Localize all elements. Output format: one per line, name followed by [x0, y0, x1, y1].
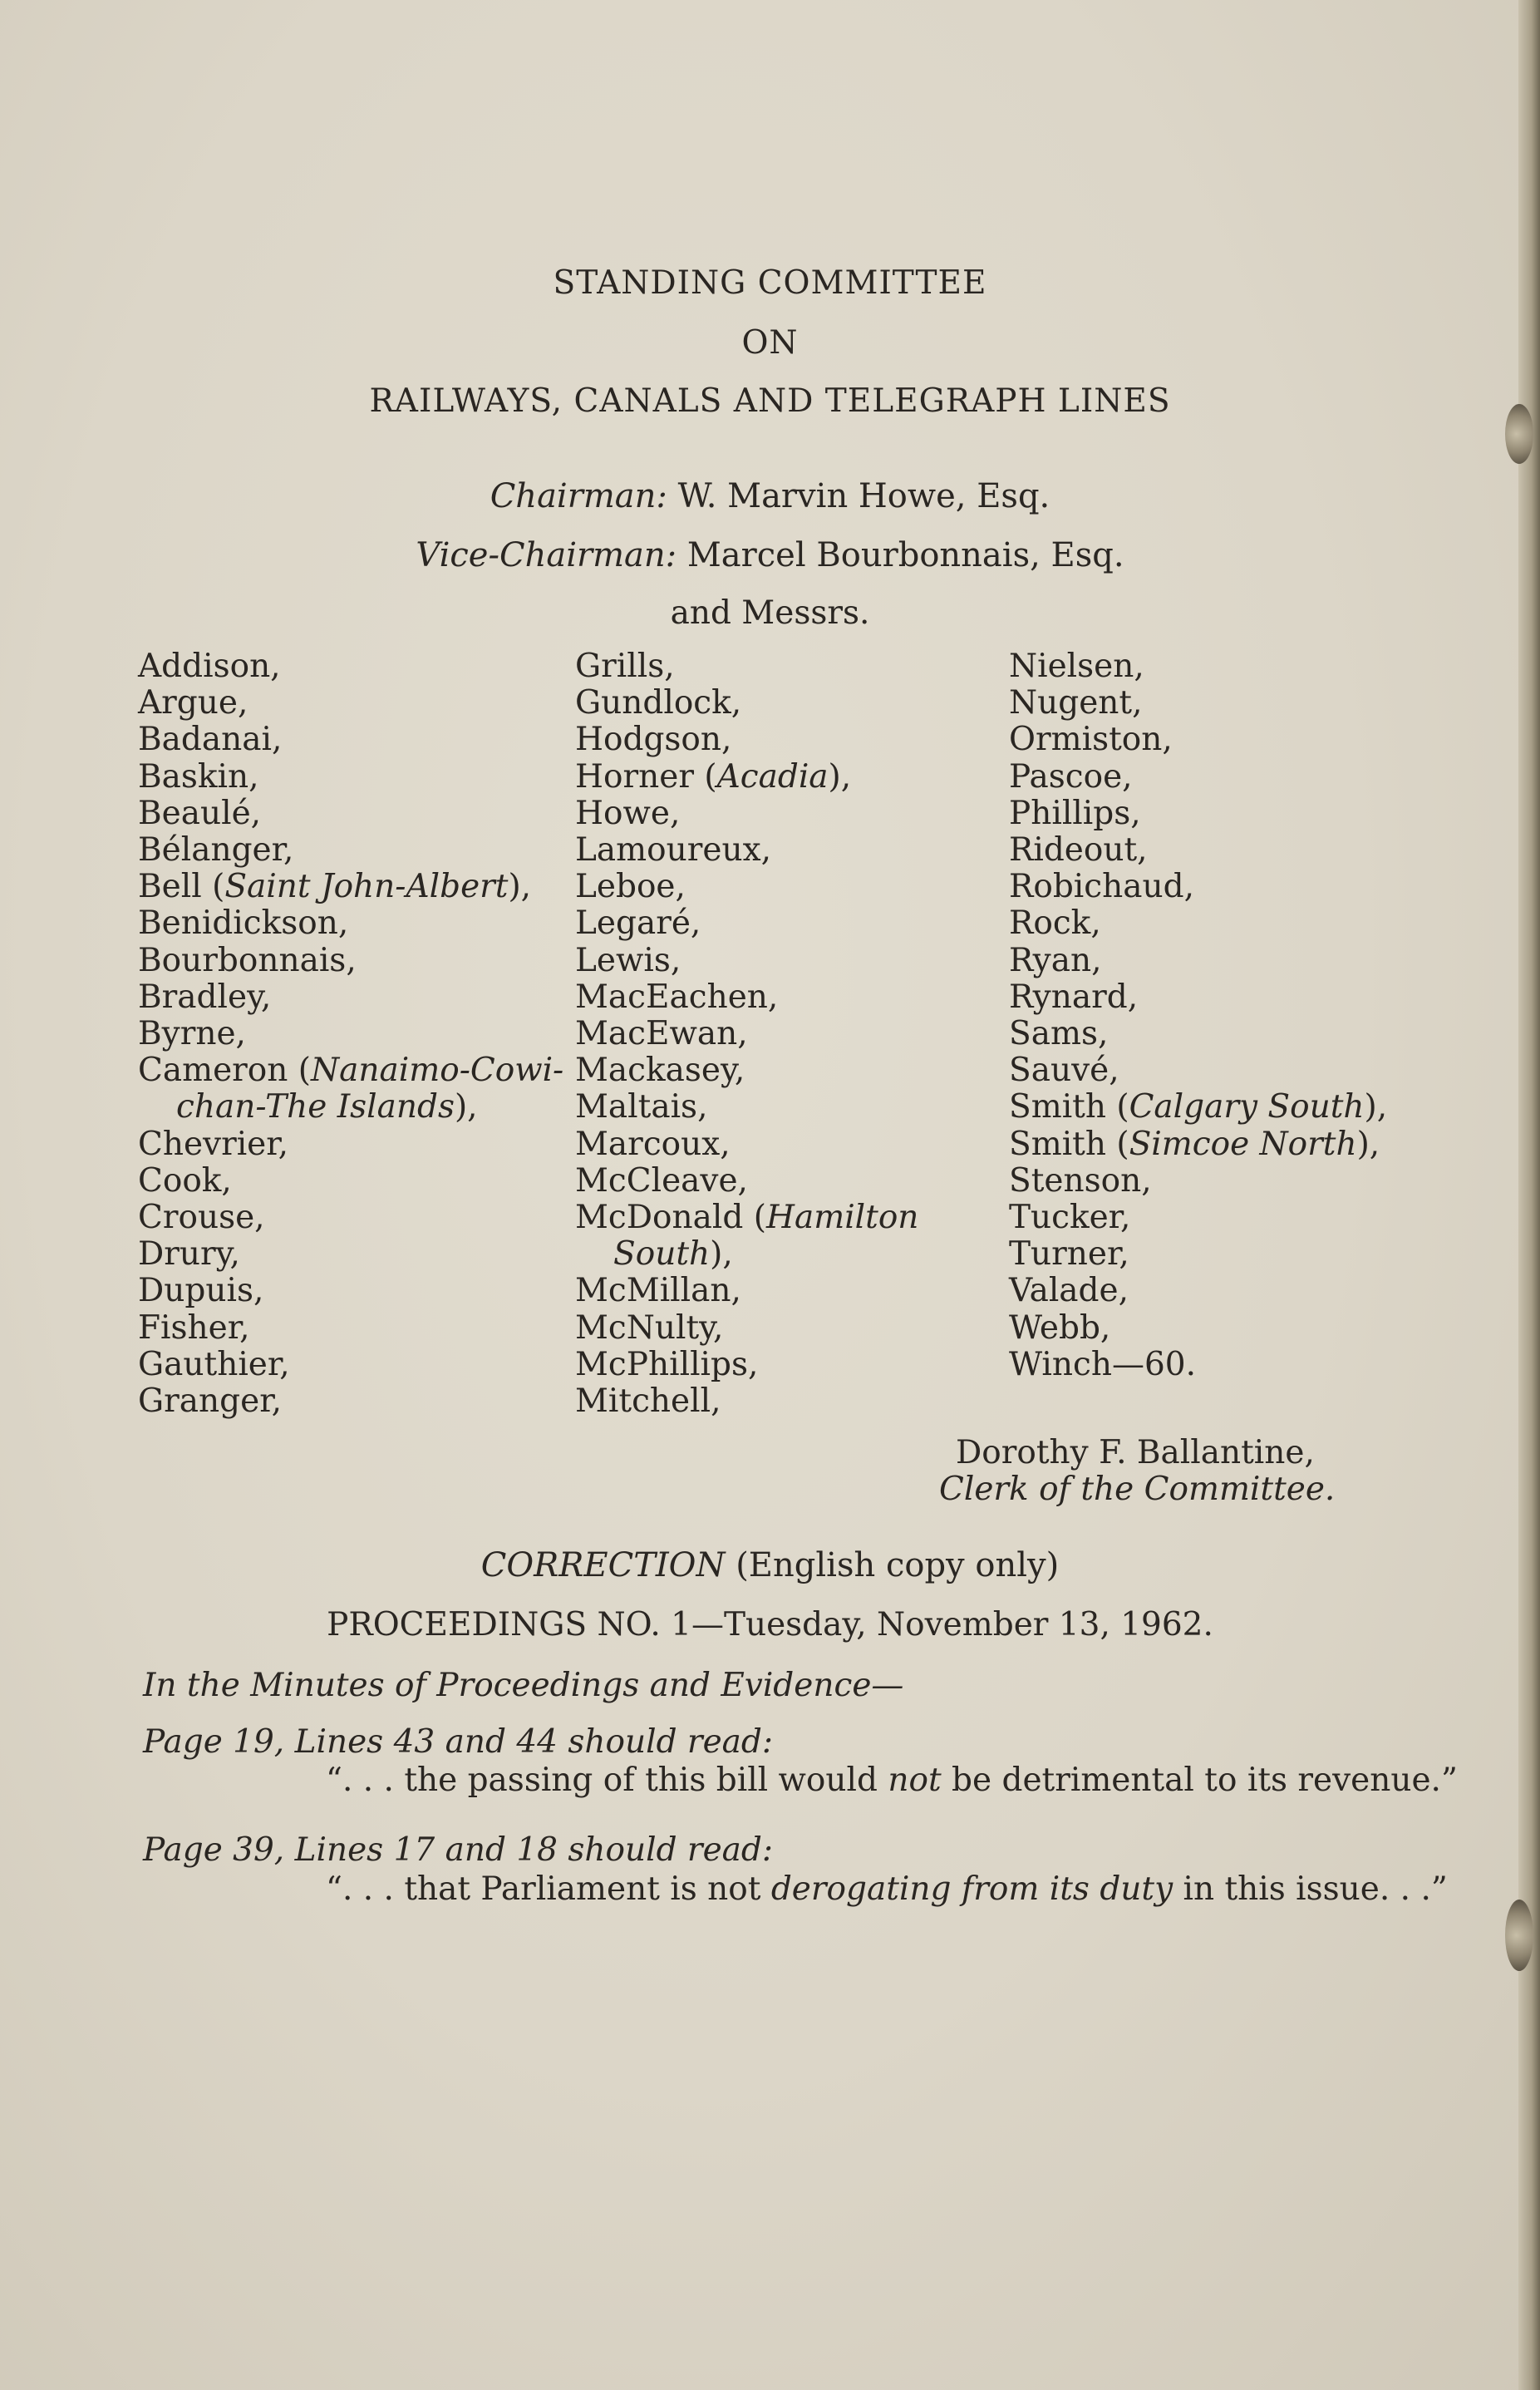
member-name: Tucker,	[1009, 1199, 1131, 1237]
member-name: Stenson,	[1009, 1161, 1152, 1200]
item1-quote-em: not	[888, 1762, 942, 1799]
member-name: Gundlock,	[575, 684, 742, 722]
member-entry	[575, 1383, 918, 1420]
member-entry	[1009, 1089, 1387, 1126]
member-entry	[1009, 1310, 1387, 1347]
member-constituency: Simcoe North	[1129, 1125, 1357, 1163]
member-name: Legaré,	[575, 904, 701, 943]
member-name: Ryan,	[1009, 941, 1102, 979]
member-entry	[575, 869, 918, 905]
item2-quote-em: derogating from its duty	[770, 1870, 1173, 1908]
member-entry	[575, 796, 918, 832]
member-name: Rideout,	[1009, 831, 1148, 870]
member-name: Cameron (	[138, 1052, 312, 1090]
member-entry	[575, 1163, 918, 1200]
members-column-3	[1009, 648, 1387, 1383]
correction-note: (English copy only)	[736, 1546, 1060, 1584]
member-entry	[1009, 1347, 1387, 1383]
member-entry	[1009, 722, 1387, 758]
member-entry	[138, 1236, 563, 1273]
item1-quote-pre: “. . . the passing of this bill would	[326, 1762, 888, 1799]
chairman-line	[0, 477, 1540, 515]
clerk-title: Clerk of the Committee.	[939, 1471, 1336, 1508]
correction-heading	[0, 1546, 1540, 1584]
member-name: Addison,	[138, 648, 281, 685]
member-entry	[1009, 1163, 1387, 1200]
member-name: Ormiston,	[1009, 721, 1173, 759]
member-entry	[138, 1273, 563, 1309]
member-name: McDonald (	[575, 1199, 766, 1237]
minutes-line: In the Minutes of Proceedings and Evidence—	[143, 1667, 904, 1704]
member-entry	[575, 722, 918, 758]
member-entry	[138, 759, 563, 796]
member-entry	[575, 1089, 918, 1126]
member-name: Fisher,	[138, 1308, 250, 1347]
vice-chairman-name: Marcel Bourbonnais, Esq.	[686, 536, 1124, 574]
chairman-label: Chairman:	[490, 477, 667, 515]
binding-tab	[1505, 1900, 1533, 1971]
member-entry	[138, 1089, 563, 1126]
member-name: Grills,	[575, 648, 675, 685]
member-entry	[138, 905, 563, 942]
item2-quote	[326, 1870, 1448, 1908]
member-name: Bourbonnais,	[138, 941, 357, 979]
chairman-name: W. Marvin Howe, Esq.	[677, 477, 1050, 515]
member-name: Mackasey,	[575, 1052, 745, 1090]
member-name: Gauthier,	[138, 1345, 290, 1383]
committee-title-line3: RAILWAYS, CANALS AND TELEGRAPH LINES	[369, 382, 1171, 420]
member-constituency: Nanaimo-Cowi-	[311, 1052, 564, 1090]
member-entry	[138, 1126, 563, 1163]
member-entry	[575, 832, 918, 869]
member-name: Rock,	[1009, 904, 1101, 943]
member-name: Chevrier,	[138, 1125, 289, 1163]
member-entry	[575, 1310, 918, 1347]
member-name: MacEachen,	[575, 978, 779, 1016]
member-name: Howe,	[575, 794, 681, 832]
member-entry	[575, 1016, 918, 1052]
member-entry	[1009, 943, 1387, 979]
member-entry	[138, 685, 563, 722]
member-name: Robichaud,	[1009, 868, 1194, 906]
member-entry	[1009, 685, 1387, 722]
member-entry	[138, 943, 563, 979]
member-name: Smith (	[1009, 1088, 1129, 1126]
member-constituency: Hamilton	[765, 1199, 919, 1237]
member-entry	[1009, 796, 1387, 832]
member-name: Crouse,	[138, 1199, 265, 1237]
member-suffix: ),	[710, 1235, 733, 1274]
member-name: Lamoureux,	[575, 831, 771, 870]
member-entry	[1009, 905, 1387, 942]
member-entry	[1009, 832, 1387, 869]
member-name: Drury,	[138, 1235, 240, 1274]
member-entry	[138, 1310, 563, 1347]
member-name: Valade,	[1009, 1272, 1129, 1310]
member-entry	[138, 1200, 563, 1236]
member-suffix: ),	[1364, 1088, 1388, 1126]
member-name: Sams,	[1009, 1015, 1109, 1053]
item1-quote	[326, 1762, 1458, 1799]
member-name: Horner (	[575, 757, 717, 796]
member-entry	[1009, 869, 1387, 905]
member-name: Mitchell,	[575, 1382, 721, 1421]
member-name: Maltais,	[575, 1088, 708, 1126]
member-constituency: Calgary South	[1129, 1088, 1365, 1126]
clerk-name: Dorothy F. Ballantine,	[956, 1434, 1315, 1471]
member-name: Lewis,	[575, 941, 681, 979]
member-name: Webb,	[1009, 1308, 1111, 1347]
member-name: Cook,	[138, 1161, 232, 1200]
member-name: Argue,	[138, 684, 248, 722]
correction-label: CORRECTION	[480, 1546, 726, 1584]
item2-quote-pre: “. . . that Parliament is not	[326, 1870, 771, 1908]
member-entry	[1009, 1236, 1387, 1273]
member-entry	[1009, 648, 1387, 685]
member-suffix: ),	[508, 868, 532, 906]
member-constituency: Saint John-Albert	[224, 868, 509, 906]
member-name: McCleave,	[575, 1161, 748, 1200]
committee-title-line2: ON	[741, 324, 799, 362]
member-name: Baskin,	[138, 757, 259, 796]
member-name: Pascoe,	[1009, 757, 1133, 796]
member-entry	[1009, 759, 1387, 796]
member-entry	[1009, 1016, 1387, 1052]
committee-title-line1: STANDING COMMITTEE	[553, 264, 987, 302]
member-entry	[575, 905, 918, 942]
member-entry	[138, 1052, 563, 1089]
member-name: Rynard,	[1009, 978, 1139, 1016]
member-constituency: chan-The Islands	[176, 1088, 455, 1126]
member-suffix: ),	[828, 757, 852, 796]
member-suffix: ),	[1356, 1125, 1380, 1163]
item1-reference: Page 19, Lines 43 and 44 should read:	[143, 1723, 774, 1761]
member-entry	[138, 1383, 563, 1420]
member-name: Smith (	[1009, 1125, 1129, 1163]
member-entry	[138, 722, 563, 758]
member-name: Nugent,	[1009, 684, 1143, 722]
member-entry	[138, 796, 563, 832]
member-name: McNulty,	[575, 1308, 724, 1347]
vice-chairman-label: Vice-Chairman:	[416, 536, 677, 574]
member-name: Hodgson,	[575, 721, 732, 759]
member-entry	[1009, 979, 1387, 1016]
vice-chairman-line	[0, 536, 1540, 574]
member-entry	[575, 1200, 918, 1236]
member-entry	[575, 1052, 918, 1089]
member-entry	[575, 979, 918, 1016]
member-entry	[1009, 1273, 1387, 1309]
member-name: Beaulé,	[138, 794, 262, 832]
member-entry	[1009, 1126, 1387, 1163]
member-name: Byrne,	[138, 1015, 246, 1053]
member-entry	[138, 979, 563, 1016]
member-name: Granger,	[138, 1382, 282, 1421]
member-entry	[1009, 1200, 1387, 1236]
member-entry	[575, 648, 918, 685]
member-name: Bélanger,	[138, 831, 294, 870]
member-suffix: ),	[454, 1088, 478, 1126]
proceedings-line: PROCEEDINGS NO. 1—Tuesday, November 13, 1962.	[327, 1606, 1213, 1643]
member-entry	[138, 648, 563, 685]
member-constituency: South	[613, 1235, 711, 1274]
member-entry	[138, 832, 563, 869]
member-name: Benidickson,	[138, 904, 349, 943]
member-name: Marcoux,	[575, 1125, 731, 1163]
member-name: MacEwan,	[575, 1015, 748, 1053]
item2-reference: Page 39, Lines 17 and 18 should read:	[143, 1831, 774, 1869]
member-name: Turner,	[1009, 1235, 1129, 1274]
member-name: McPhillips,	[575, 1345, 759, 1383]
member-name: McMillan,	[575, 1272, 741, 1310]
members-column-2	[575, 648, 918, 1420]
member-entry	[138, 1016, 563, 1052]
member-constituency: Acadia	[716, 757, 829, 796]
member-entry	[1009, 1052, 1387, 1089]
member-entry	[575, 1126, 918, 1163]
member-entry	[138, 869, 563, 905]
member-name: Winch—60.	[1009, 1345, 1196, 1383]
and-messrs: and Messrs.	[670, 594, 870, 632]
member-name: Nielsen,	[1009, 648, 1144, 685]
member-entry	[575, 759, 918, 796]
member-entry	[575, 685, 918, 722]
member-name: Badanai,	[138, 721, 283, 759]
member-entry	[138, 1347, 563, 1383]
member-entry	[138, 1163, 563, 1200]
member-name: Phillips,	[1009, 794, 1141, 832]
member-name: Sauvé,	[1009, 1052, 1119, 1090]
member-name: Bradley,	[138, 978, 272, 1016]
member-entry	[575, 1347, 918, 1383]
member-entry	[575, 1236, 918, 1273]
member-name: Bell (	[138, 868, 225, 906]
member-entry	[575, 943, 918, 979]
item2-quote-post: in this issue. . .”	[1173, 1870, 1448, 1908]
item1-quote-post: be detrimental to its revenue.”	[941, 1762, 1458, 1799]
members-column-1	[138, 648, 563, 1420]
member-entry	[575, 1273, 918, 1309]
member-name: Leboe,	[575, 868, 686, 906]
member-name: Dupuis,	[138, 1272, 264, 1310]
